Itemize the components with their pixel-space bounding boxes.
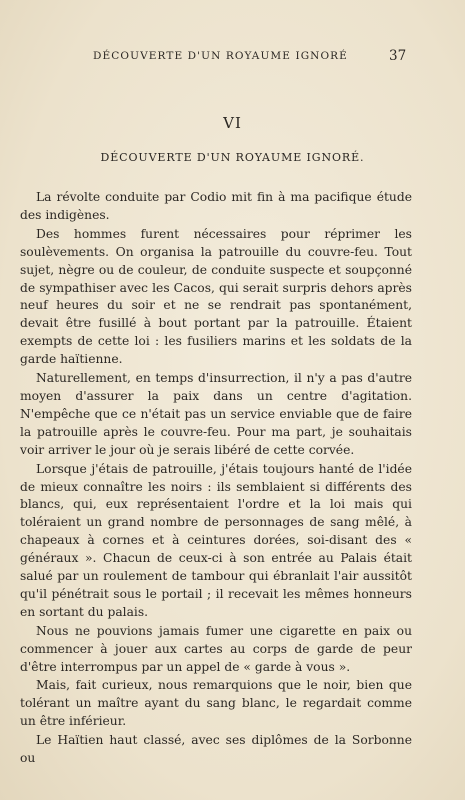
paragraph: Naturellement, en temps d'insurrection, il n'y a pas d'autre moyen d'assurer la paix dans un centre d'agitation. N'empêche que ce n'était pas un service enviable que de faire la patrouille après le couvre-feu. Pour ma part, je souhaitais voir arriver le jour où je serais libéré de cette corvée. — [20, 371, 412, 457]
paragraph: Lorsque j'étais de patrouille, j'étais toujours hanté de l'idée de mieux connaître les noirs : ils semblaient si différents des blancs, qui, eux représentaient l'ordre et la loi mais qui toléraient un grand nombre de personnages de sang mêlé, à chapeaux à cornes et à ceintures dorées, soi-disant des « généraux ». Chacun de ceux-ci à son entrée au Palais était salué par un roulement de tambour qui ébranlait l'air aussitôt qu'il pénétrait sous le portail ; il recevait les mêmes honneurs en sortant du palais. — [20, 461, 412, 619]
paragraph: Le Haïtien haut classé, avec ses diplômes de la Sorbonne ou — [20, 733, 412, 766]
chapter-title: DÉCOUVERTE D'UN ROYAUME IGNORÉ. — [100, 151, 365, 164]
chapter-number: VI — [223, 114, 242, 132]
running-title: DÉCOUVERTE D'UN ROYAUME IGNORÉ — [93, 50, 348, 62]
paragraph: Des hommes furent nécessaires pour réprimer les soulèvements. On organisa la patrouille du couvre-feu. Tout sujet, nègre ou de couleur, de conduite suspecte et soupçonné de sympathiser avec les Cacos, qui serait surpris dehors après neuf heures du soir et ne se rendrait pas spontanément, devait être fusillé à bout portant par la patrouille. Étaient exempts de cette loi : les fusiliers marins et les soldats de la garde haïtienne. — [20, 226, 412, 367]
paragraph: La révolte conduite par Codio mit fin à ma pacifique étude des indigènes. — [20, 190, 412, 222]
body-text — [20, 189, 412, 768]
paragraph: Mais, fait curieux, nous remarquions que le noir, bien que tolérant un maître ayant du sang blanc, le regardait comme un être inférieur. — [20, 678, 412, 729]
page-number: 37 — [389, 48, 407, 64]
paragraph: Nous ne pouvions jamais fumer une cigarette en paix ou commencer à jouer aux cartes au corps de garde de peur d'être interrompus par un appel de « garde à vous ». — [20, 623, 412, 674]
